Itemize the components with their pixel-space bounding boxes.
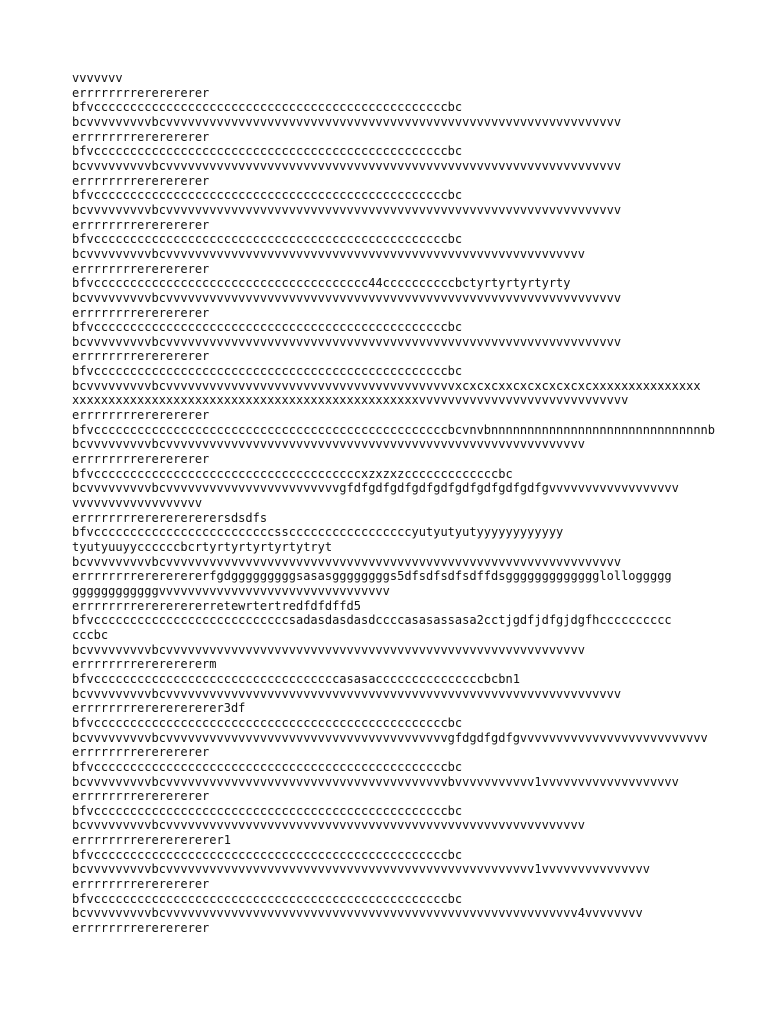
- text-line: errrrrrrrererererer: [72, 85, 210, 100]
- text-line: bfvcccccccccccccccccccccccccccccccccccccccccccccccccbc: [72, 232, 463, 247]
- text-line: bfvcccccccccccccccccccccccccccccccccccccccccccccccccbcvnvbnnnnnnnnnnnnnnnnnnnnnnnnnnnnnnb: [72, 422, 715, 437]
- text-line: cccbc: [72, 627, 109, 642]
- text-line: bfvcccccccccccccccccccccccccccccccccccccccccccccccccbc: [72, 144, 463, 159]
- text-line: bfvccccccccccccccccccccccccccccccccccasasacccccccccccccccbcbn1: [72, 671, 520, 686]
- text-line: bfvcccccccccccccccccccccccccccccccccccccccccccccccccbc: [72, 803, 463, 818]
- text-line: bfvcccccccccccccccccccccccccccccccccccccccccccccccccbc: [72, 100, 463, 115]
- text-line: bfvcccccccccccccccccccccccccccccccccccccccccccccccccbc: [72, 891, 463, 906]
- text-line: errrrrrrrererererer: [72, 173, 210, 188]
- text-line: errrrrrrrerererererersdsdfs: [72, 510, 268, 525]
- text-line: bcvvvvvvvvvbcvvvvvvvvvvvvvvvvvvvvvvvvvvvvvvvvvvvvvvvvvvvvvvvvvvvvvvvvvvvvvvv: [72, 334, 622, 349]
- text-line: bfvcccccccccccccccccccccccccccccccccccccccccccccccccbc: [72, 759, 463, 774]
- text-line: bfvcccccccccccccccccccccccccccccccccccccccccccccccccbc: [72, 847, 463, 862]
- text-line: bcvvvvvvvvvbcvvvvvvvvvvvvvvvvvvvvvvvvvvvvvvvvvvvvvvvvvvvvvvvvvvvvvvvvvvvvvvv: [72, 114, 622, 129]
- text-line: errrrrrrrererererer: [72, 217, 210, 232]
- text-line: bfvcccccccccccccccccccccccccsscccccccccccccccccyutyutyutyyyyyyyyyyyy: [72, 525, 564, 540]
- text-line: bcvvvvvvvvvbcvvvvvvvvvvvvvvvvvvvvvvvvvvvvvvvvvvvvvvvvvvvvvvvvvvvvvvvvvv: [72, 642, 585, 657]
- text-line: errrrrrrrererererer: [72, 452, 210, 467]
- text-line: bcvvvvvvvvvbcvvvvvvvvvvvvvvvvvvvvvvvvvvvvvvvvvvvvvvvvvvvvvvvvvvv1vvvvvvvvvvvvvvv: [72, 862, 650, 877]
- text-line: bcvvvvvvvvvbcvvvvvvvvvvvvvvvvvvvvvvvvvvvvvvvvvvvvvvvvvvvvvvvvvvvvvvvvvvvvvvv: [72, 686, 622, 701]
- text-line: bcvvvvvvvvvbcvvvvvvvvvvvvvvvvvvvvvvvvgfdfgdfgdfgdfgdfgdfgdfgdfgdfgvvvvvvvvvvvvvvvvvv: [72, 481, 679, 496]
- text-line: bcvvvvvvvvvbcvvvvvvvvvvvvvvvvvvvvvvvvvvvvvvvvvvvvvvvvvvvvvvvvvvvvvvvvvvvvvvv: [72, 158, 622, 173]
- text-line: bfvcccccccccccccccccccccccccccccccccccccc44ccccccccccbctyrtyrtyrtyrty: [72, 276, 571, 291]
- text-line: bfvcccccccccccccccccccccccccccccccccccccxzxzxzcccccccccccccbc: [72, 466, 513, 481]
- text-line: xxxxxxxxxxxxxxxxxxxxxxxxxxxxxxxxxxxxxxxxxxxxxxxxvvvvvvvvvvvvvvvvvvvvvvvvvvvvv: [72, 393, 629, 408]
- text-line: errrrrrrrererererer: [72, 261, 210, 276]
- text-line: errrrrrrrererererer: [72, 745, 210, 760]
- text-line: vvvvvvvvvvvvvvvvvv: [72, 496, 203, 511]
- text-line: bcvvvvvvvvvbcvvvvvvvvvvvvvvvvvvvvvvvvvvvvvvvvvvvvvvvvxcxcxcxxcxcxcxcxcxcxxxxxxxxxxxxxxx: [72, 378, 701, 393]
- text-line: errrrrrrrererererer: [72, 877, 210, 892]
- text-line: errrrrrrrerererererm: [72, 657, 217, 672]
- text-line: errrrrrrrererererer: [72, 408, 210, 423]
- text-line: bcvvvvvvvvvbcvvvvvvvvvvvvvvvvvvvvvvvvvvvvvvvvvvvvvvvvvvvvvvvvvvvvvvvvvv: [72, 437, 585, 452]
- text-line: bcvvvvvvvvvbcvvvvvvvvvvvvvvvvvvvvvvvvvvvvvvvvvvvvvvvvvvvvvvvvvvvvvvvvv4vvvvvvvv: [72, 906, 643, 921]
- text-line: errrrrrrrerererererer3df: [72, 701, 246, 716]
- text-line: bfvcccccccccccccccccccccccccccccccccccccccccccccccccbc: [72, 715, 463, 730]
- text-line: bcvvvvvvvvvbcvvvvvvvvvvvvvvvvvvvvvvvvvvvvvvvvvvvvvvvvvvvvvvvvvvvvvvvvvvvvvvv: [72, 554, 622, 569]
- document-page: [72, 71, 715, 936]
- text-line: tyutyuuyyccccccbcrtyrtyrtyrtyrtytryt: [72, 540, 333, 554]
- text-line: ggggggggggggvvvvvvvvvvvvvvvvvvvvvvvvvvvvvvvv: [72, 583, 390, 598]
- text-line: bfvcccccccccccccccccccccccccccsadasdasdasdccccasasassasa2cctjgdfjdfgjdgfhcccccccccc: [72, 613, 672, 628]
- text-line: errrrrrrrererererer: [72, 129, 210, 144]
- text-line: bcvvvvvvvvvbcvvvvvvvvvvvvvvvvvvvvvvvvvvvvvvvvvvvvvvvbvvvvvvvvvvv1vvvvvvvvvvvvvvvvvvv: [72, 774, 679, 789]
- text-line: bcvvvvvvvvvbcvvvvvvvvvvvvvvvvvvvvvvvvvvvvvvvvvvvvvvvvvvvvvvvvvvvvvvvvvvvvvvv: [72, 202, 622, 217]
- text-line: bfvcccccccccccccccccccccccccccccccccccccccccccccccccbc: [72, 320, 463, 335]
- text-line: errrrrrrrererererer: [72, 349, 210, 364]
- text-line: bcvvvvvvvvvbcvvvvvvvvvvvvvvvvvvvvvvvvvvvvvvvvvvvvvvvvvvvvvvvvvvvvvvvvvv: [72, 818, 585, 833]
- text-line: vvvvvvv: [72, 71, 123, 85]
- text-line: errrrrrrrererererer: [72, 305, 210, 320]
- text-line: errrrrrrrerererererfgdgggggggggsasasggggggggs5dfsdfsdfsdffdsggggggggggggglolloggggg: [72, 569, 672, 584]
- text-line: errrrrrrrerererererer1: [72, 833, 231, 848]
- text-line: errrrrrrrererererer: [72, 921, 210, 936]
- text-line: bcvvvvvvvvvbcvvvvvvvvvvvvvvvvvvvvvvvvvvvvvvvvvvvvvvvvvvvvvvvvvvvvvvvvvvvvvvv: [72, 290, 622, 305]
- text-line: errrrrrrrerererererretewrtertredfdfdffd5: [72, 598, 361, 613]
- text-line: bfvcccccccccccccccccccccccccccccccccccccccccccccccccbc: [72, 364, 463, 379]
- text-line: bfvcccccccccccccccccccccccccccccccccccccccccccccccccbc: [72, 188, 463, 203]
- text-line: bcvvvvvvvvvbcvvvvvvvvvvvvvvvvvvvvvvvvvvvvvvvvvvvvvvvvvvvvvvvvvvvvvvvvvv: [72, 246, 585, 261]
- text-line: bcvvvvvvvvvbcvvvvvvvvvvvvvvvvvvvvvvvvvvvvvvvvvvvvvvvgfdgdfgdfgvvvvvvvvvvvvvvvvvvvvvvvvvv: [72, 730, 708, 745]
- text-line: errrrrrrrererererer: [72, 789, 210, 804]
